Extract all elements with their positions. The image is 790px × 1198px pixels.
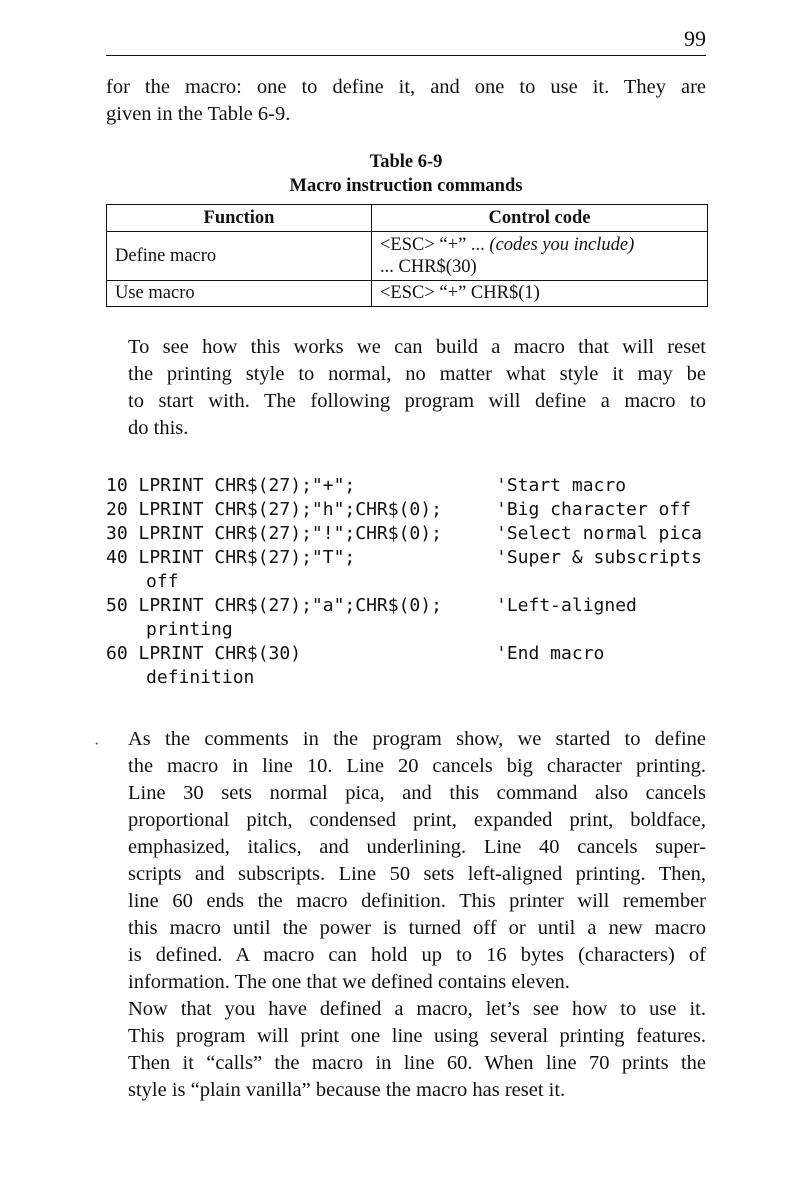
text-line: scripts and subscripts. Line 50 sets left-aligned printing. Then,: [128, 863, 706, 885]
code-statement: 30 LPRINT CHR$(27);"!";CHR$(0);: [106, 523, 442, 544]
table-caption-title: Macro instruction commands: [289, 176, 523, 196]
code-comment-continuation: printing: [146, 619, 233, 640]
text-line: given in the Table 6-9.: [106, 103, 291, 125]
text-line: This program will print one line using several printing features.: [128, 1025, 706, 1047]
text-line: the macro in line 10. Line 20 cancels big character printing.: [128, 755, 706, 777]
text-line: As the comments in the program show, we started to define: [128, 728, 706, 750]
code-line: [106, 594, 746, 618]
page-number: 99: [684, 26, 706, 51]
table-caption-number: Table 6-9: [369, 152, 443, 172]
text-line: emphasized, italics, and underlining. Line 40 cancels super-: [128, 836, 706, 858]
control-code-cell: [372, 232, 708, 281]
code-line: [106, 522, 746, 546]
text-line: Then it “calls” the macro in line 60. When line 70 prints the: [128, 1052, 706, 1074]
code-line: [106, 642, 746, 666]
code-comment-continuation: off: [146, 571, 179, 592]
text-line: to start with. The following program will define a macro to: [128, 390, 706, 412]
header-function: Function: [107, 205, 372, 232]
text-line: do this.: [128, 417, 189, 439]
text-line: To see how this works we can build a macro that will reset: [128, 336, 706, 358]
control-code-text: ... CHR$(30): [380, 257, 477, 277]
code-statement: 20 LPRINT CHR$(27);"h";CHR$(0);: [106, 499, 442, 520]
code-line: [106, 546, 746, 570]
control-code-text: <ESC> “+” ...: [380, 235, 490, 255]
code-comment: 'Super & subscripts: [496, 547, 702, 568]
code-statement: 40 LPRINT CHR$(27);"T";: [106, 547, 356, 568]
code-statement: 60 LPRINT CHR$(30): [106, 643, 302, 664]
text-line: style is “plain vanilla” because the macro has reset it.: [128, 1079, 566, 1101]
intro-paragraph: [106, 74, 706, 128]
text-line: Line 30 sets normal pica, and this command also cancels: [128, 782, 706, 804]
program-listing: [106, 474, 746, 690]
control-code-cell: <ESC> “+” CHR$(1): [372, 281, 708, 307]
table-row: [107, 232, 708, 281]
text-line: information. The one that we defined contains eleven.: [128, 971, 570, 993]
body-paragraph: [106, 726, 706, 996]
code-statement: 50 LPRINT CHR$(27);"a";CHR$(0);: [106, 595, 442, 616]
header-control-code: Control code: [372, 205, 708, 232]
stray-mark: ·: [94, 736, 100, 753]
table-row: [107, 281, 708, 307]
text-line: Now that you have defined a macro, let’s see how to use it.: [128, 998, 706, 1020]
text-line: is defined. A macro can hold up to 16 bytes (characters) of: [128, 944, 706, 966]
text-line: this macro until the power is turned off or until a new macro: [128, 917, 706, 939]
function-cell: Define macro: [107, 232, 372, 281]
body-paragraph: [106, 334, 706, 442]
text-line: the printing style to normal, no matter what style it may be: [128, 363, 706, 385]
code-comment: 'Start macro: [496, 475, 627, 496]
text-line: proportional pitch, condensed print, expanded print, boldface,: [128, 809, 706, 831]
code-comment: 'End macro: [496, 643, 605, 664]
code-line: [106, 474, 746, 498]
header-rule: [106, 55, 706, 56]
body-paragraph: [106, 996, 706, 1104]
code-comment: 'Left-aligned: [496, 595, 637, 616]
code-comment: 'Select normal pica: [496, 523, 702, 544]
table-header-row: [107, 205, 708, 232]
code-comment: 'Big character off: [496, 499, 692, 520]
macro-commands-table: [106, 204, 708, 307]
function-cell: Use macro: [107, 281, 372, 307]
code-line: [106, 498, 746, 522]
code-comment-continuation: definition: [146, 667, 255, 688]
code-statement: 10 LPRINT CHR$(27);"+";: [106, 475, 356, 496]
control-code-note: (codes you include): [489, 235, 635, 255]
text-line: for the macro: one to define it, and one to use it. They are: [106, 76, 706, 98]
text-line: line 60 ends the macro definition. This printer will remember: [128, 890, 706, 912]
